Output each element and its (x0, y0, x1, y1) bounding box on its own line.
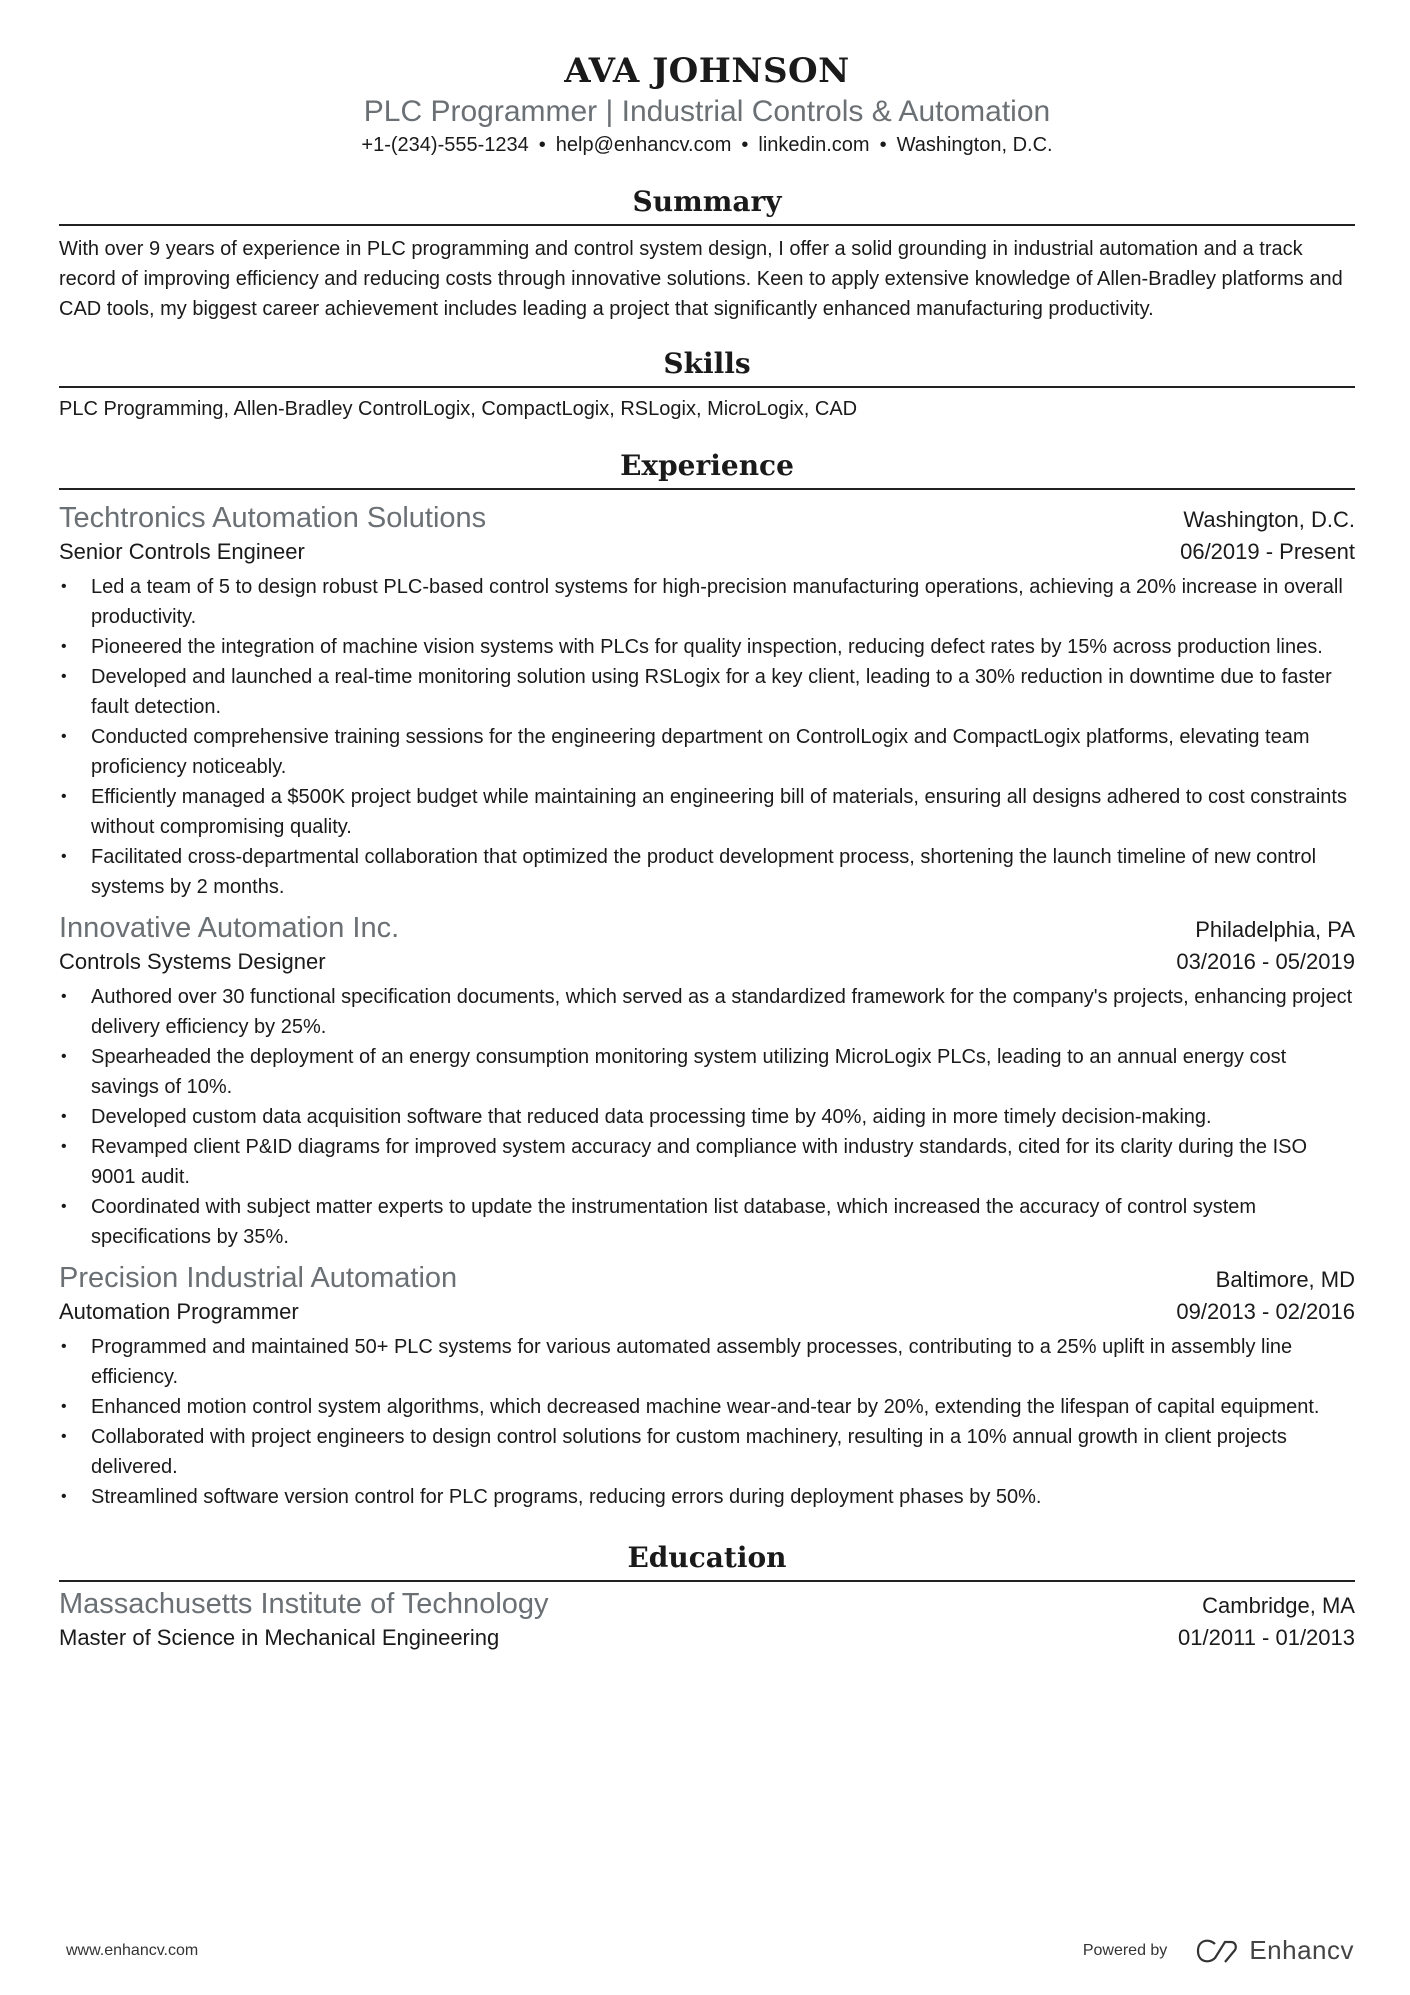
job-entry (59, 500, 1355, 902)
phone: +1-(234)-555-1234 (361, 134, 529, 156)
skills-heading: Skills (59, 346, 1355, 388)
job-location: Washington, D.C. (1183, 507, 1355, 532)
candidate-title: PLC Programmer | Industrial Controls & Automation (363, 95, 1051, 128)
brand-name: Enhancv (1249, 1935, 1354, 1965)
separator-dot: • (879, 134, 887, 156)
job-dates: 03/2016 - 05/2019 (1176, 949, 1355, 974)
experience-heading: Experience (59, 448, 1355, 490)
summary-heading: Summary (59, 184, 1355, 226)
job-bullets (59, 572, 1355, 902)
bullet-item: • Coordinated with subject matter experts to update the instrumentation list database, which increased the accuracy of control system specifications by 35%. (91, 1192, 1355, 1252)
company-name: Precision Industrial Automation (59, 1262, 458, 1294)
bullet-item: • Spearheaded the deployment of an energy consumption monitoring system utilizing MicroLogix PLCs, leading to an annual energy cost savings of 10%. (91, 1042, 1355, 1102)
contact-line (59, 132, 1355, 158)
website-link[interactable]: www.enhancv.com (66, 1941, 199, 1959)
separator-dot: • (741, 134, 749, 156)
candidate-name: AVA JOHNSON (564, 51, 850, 91)
resume-page (59, 0, 1355, 1654)
school-name: Massachusetts Institute of Technology (59, 1588, 549, 1620)
bullet-item: • Conducted comprehensive training sessions for the engineering department on ControlLogix and CompactLogix platforms, elevating team proficiency noticeably. (91, 722, 1355, 782)
bullet-item: • Revamped client P&ID diagrams for improved system accuracy and compliance with industry standards, cited for its clarity during the ISO 9001 audit. (91, 1132, 1355, 1192)
bullet-item: • Pioneered the integration of machine vision systems with PLCs for quality inspection, reducing defect rates by 15% across production lines. (91, 632, 1355, 662)
job-role: Automation Programmer (59, 1299, 299, 1324)
experience-list (59, 500, 1355, 1512)
job-role: Controls Systems Designer (59, 949, 326, 974)
education-dates: 01/2011 - 01/2013 (1178, 1625, 1355, 1650)
bullet-item: • Facilitated cross-departmental collaboration that optimized the product development process, shortening the launch timeline of new control systems by 2 months. (91, 842, 1355, 902)
bullet-item: • Efficiently managed a $500K project budget while maintaining an engineering bill of materials, ensuring all designs adhered to cost constraints without compromising quality. (91, 782, 1355, 842)
job-bullets (59, 982, 1355, 1252)
bullet-item: • Developed and launched a real-time monitoring solution using RSLogix for a key client, leading to a 30% reduction in downtime due to faster fault detection. (91, 662, 1355, 722)
powered-by (1083, 1935, 1354, 1966)
bullet-item: • Collaborated with project engineers to design control solutions for custom machinery, resulting in a 10% annual growth in client projects delivered. (91, 1422, 1355, 1482)
job-location: Baltimore, MD (1215, 1267, 1355, 1292)
company-name: Innovative Automation Inc. (59, 912, 400, 944)
powered-by-label: Powered by (1082, 1941, 1168, 1959)
job-bullets (59, 1332, 1355, 1512)
bullet-item: • Enhanced motion control system algorithms, which decreased machine wear-and-tear by 20%, extending the lifespan of capital equipment. (91, 1392, 1355, 1422)
job-role: Senior Controls Engineer (59, 539, 305, 564)
job-entry (59, 910, 1355, 1252)
job-dates: 09/2013 - 02/2016 (1176, 1299, 1355, 1324)
location: Washington, D.C. (896, 134, 1053, 156)
skills-text: PLC Programming, Allen-Bradley ControlLogix, CompactLogix, RSLogix, MicroLogix, CAD (59, 398, 858, 420)
school-location: Cambridge, MA (1202, 1593, 1355, 1618)
separator-dot: • (538, 134, 546, 156)
summary-text: With over 9 years of experience in PLC programming and control system design, I offer a solid grounding in industrial automation and a track record of improving efficiency and reducing costs through innovative solutions. Keen to apply extensive knowledge of Allen-Bradley platforms and CAD tools, my biggest career achievement includes leading a project that significantly enhanced manufacturing productivity. (59, 238, 1343, 320)
education-heading: Education (59, 1540, 1355, 1582)
job-location: Philadelphia, PA (1195, 917, 1355, 942)
email-link[interactable]: help@enhancv.com (555, 134, 732, 156)
footer (66, 1935, 1354, 1966)
company-name: Techtronics Automation Solutions (59, 502, 487, 534)
bullet-item: • Led a team of 5 to design robust PLC-based control systems for high-precision manufacturing operations, achieving a 20% increase in overall productivity. (91, 572, 1355, 632)
job-dates: 06/2019 - Present (1180, 539, 1355, 564)
education-entry (59, 1586, 1355, 1654)
bullet-item: • Developed custom data acquisition software that reduced data processing time by 40%, aiding in more timely decision-making. (91, 1102, 1355, 1132)
degree: Master of Science in Mechanical Engineering (59, 1625, 500, 1650)
enhancv-logo-icon (1195, 1938, 1239, 1964)
bullet-item: • Programmed and maintained 50+ PLC systems for various automated assembly processes, contributing to a 25% uplift in assembly line efficiency. (91, 1332, 1355, 1392)
linkedin-link[interactable]: linkedin.com (758, 134, 870, 156)
bullet-item: • Streamlined software version control for PLC programs, reducing errors during deployment phases by 50%. (91, 1482, 1355, 1512)
bullet-item: • Authored over 30 functional specification documents, which served as a standardized framework for the company's projects, enhancing project delivery efficiency by 25%. (91, 982, 1355, 1042)
job-entry (59, 1260, 1355, 1512)
